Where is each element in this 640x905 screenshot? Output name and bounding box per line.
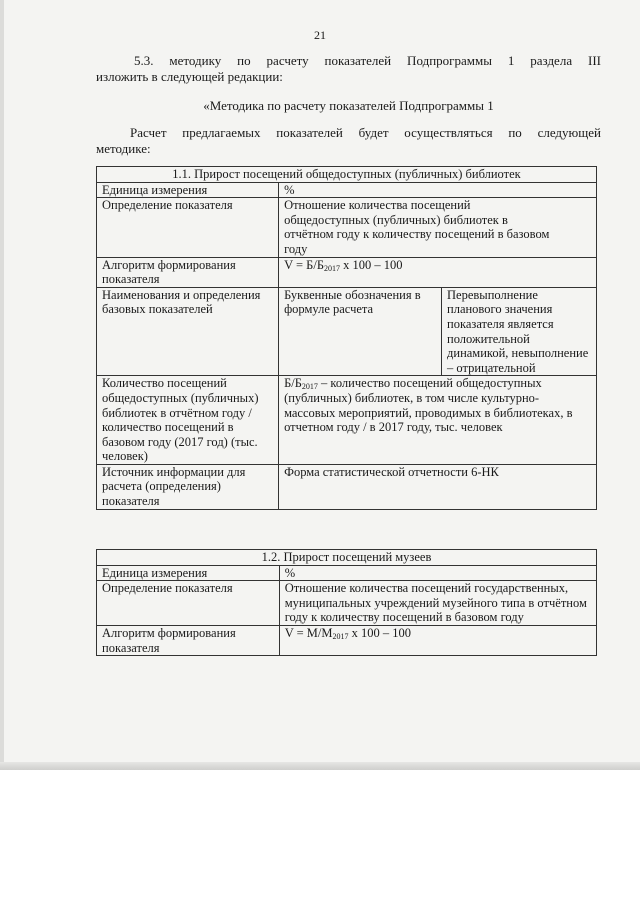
count-subscript: 2017 [301, 382, 318, 392]
formula-prefix: V = Б/Б [284, 257, 324, 272]
formula-subscript: 2017 [332, 631, 349, 641]
formula-subscript: 2017 [324, 263, 340, 273]
amendment-line-2: изложить в следующей редакции: [96, 69, 283, 84]
table-row [97, 167, 597, 183]
page-bottom-edge [0, 762, 640, 770]
table-row [97, 376, 597, 465]
dynamics-note: Перевыполнение планового значения показателя является положительной динамикой, невыполнение – отрицательной [442, 287, 597, 376]
count-suffix: – количество посещений общедоступных (публичных) библиотек, в том числе культурно-массовых мероприятий, проводимых в библиотеках, в отчетном году / в 2017 году, тыс. человек [284, 376, 573, 435]
table-row [97, 581, 597, 626]
count-prefix: Б/Б [284, 376, 302, 391]
base-names-label: Наименования и определения базовых показателей [97, 287, 279, 376]
indicator-table-museums [96, 549, 597, 656]
amendment-paragraph [96, 53, 601, 85]
table-row [97, 550, 597, 566]
table-row [97, 198, 597, 257]
unit-label: Единица измерения [97, 565, 280, 581]
formula-suffix: х 100 – 100 [340, 257, 403, 272]
indicator-table-libraries [96, 166, 597, 510]
table-row [97, 257, 597, 287]
definition-label: Определение показателя [97, 198, 279, 257]
algorithm-label: Алгоритм формирования показателя [97, 257, 279, 287]
calculation-line-2: методике: [96, 141, 151, 156]
algorithm-formula [279, 625, 596, 655]
count-description [279, 376, 597, 465]
unit-value: % [279, 565, 596, 581]
unit-label: Единица измерения [97, 182, 279, 198]
table-row [97, 625, 597, 655]
methodology-heading: «Методика по расчету показателей Подпрограммы 1 [203, 98, 494, 113]
source-value: Форма статистической отчетности 6-НК [279, 464, 597, 509]
table-row [97, 464, 597, 509]
table-row [97, 182, 597, 198]
algorithm-label: Алгоритм формирования показателя [97, 625, 280, 655]
letters-label: Буквенные обозначения в формуле расчета [279, 287, 442, 376]
unit-value: % [279, 182, 597, 198]
count-label: Количество посещений общедоступных (публичных) библиотек в отчётном году / количество посещений в базовом году (2017 год) (тыс. человек) [97, 376, 279, 465]
definition-value [279, 198, 597, 257]
page-edge [0, 0, 4, 768]
page-number: 21 [314, 28, 326, 42]
algorithm-formula [279, 257, 597, 287]
definition-text: Отношение количества посещений общедоступных (публичных) библиотек в отчётном году к количеству посещений в базовом году [284, 198, 550, 256]
count-text [284, 376, 584, 434]
table-row [97, 287, 597, 376]
amendment-line-1: 5.3. методику по расчету показателей Подпрограммы 1 раздела III [134, 53, 601, 68]
table-title: 1.2. Прирост посещений музеев [97, 550, 597, 566]
table-title: 1.1. Прирост посещений общедоступных (публичных) библиотек [97, 167, 597, 183]
definition-value: Отношение количества посещений государственных, муниципальных учреждений музейного типа в отчётном году к количеству посещений в базовом году [279, 581, 596, 626]
source-label: Источник информации для расчета (определения) показателя [97, 464, 279, 509]
formula-suffix: х 100 – 100 [348, 625, 411, 640]
definition-label: Определение показателя [97, 581, 280, 626]
calculation-paragraph [96, 125, 601, 157]
formula-prefix: V = М/М [284, 625, 333, 640]
calculation-line-1: Расчет предлагаемых показателей будет осуществляться по следующей [130, 125, 601, 140]
table-row [97, 565, 597, 581]
